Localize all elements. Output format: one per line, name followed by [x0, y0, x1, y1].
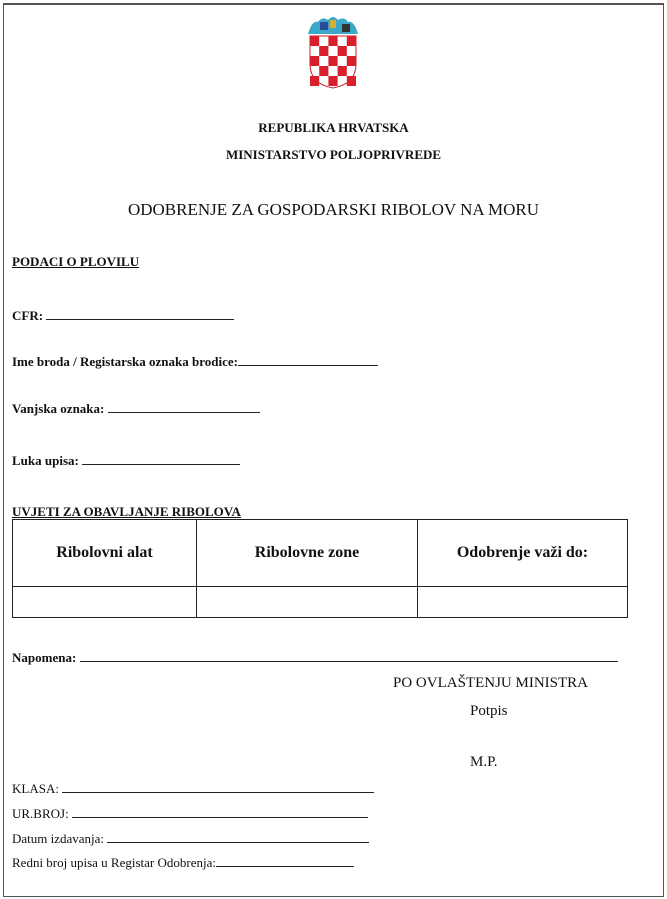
external-mark-field[interactable]: [12, 401, 260, 417]
conditions-section-heading: UVJETI ZA OBAVLJANJE RIBOLOVA: [12, 504, 241, 519]
issue-date-label: Datum izdavanja:: [12, 831, 105, 846]
column-header: Ribolovne zone: [197, 520, 418, 587]
issue-date-field[interactable]: [12, 831, 369, 847]
register-number-field[interactable]: [12, 855, 354, 871]
port-field[interactable]: [12, 453, 240, 469]
document-title: ODOBRENJE ZA GOSPODARSKI RIBOLOV NA MORU: [127, 200, 540, 219]
klasa-label: KLASA:: [12, 781, 59, 796]
vessel-section-heading: PODACI O PLOVILU: [12, 254, 140, 269]
cfr-label: CFR:: [12, 308, 44, 323]
vessel-name-label: Ime broda / Registarska oznaka brodice:: [12, 354, 238, 369]
table-cell[interactable]: [197, 587, 418, 618]
ministry-heading: MINISTARSTVO POLJOPRIVREDE: [225, 147, 442, 162]
table-cell[interactable]: [418, 587, 628, 618]
register-number-label: Redni broj upisa u Registar Odobrenja:: [12, 855, 216, 870]
vessel-name-field[interactable]: [12, 354, 378, 370]
table-row: [13, 587, 628, 618]
urbroj-field[interactable]: [12, 806, 368, 822]
conditions-table: [12, 519, 628, 618]
coat-of-arms-icon: [306, 12, 360, 90]
external-mark-label: Vanjska oznaka:: [12, 401, 105, 416]
column-header: Odobrenje važi do:: [418, 520, 628, 587]
table-cell[interactable]: [13, 587, 197, 618]
authority-label: PO OVLAŠTENJU MINISTRA: [393, 675, 589, 691]
cfr-field[interactable]: [12, 308, 234, 324]
signature-label: Potpis: [470, 703, 508, 719]
port-label: Luka upisa:: [12, 453, 79, 468]
page-border: [3, 3, 664, 897]
note-field[interactable]: [12, 650, 618, 666]
urbroj-label: UR.BROJ:: [12, 806, 69, 821]
table-header-row: [13, 520, 628, 587]
note-label: Napomena:: [12, 650, 77, 665]
country-heading: REPUBLIKA HRVATSKA: [258, 120, 409, 135]
column-header: Ribolovni alat: [13, 520, 197, 587]
stamp-label: M.P.: [470, 754, 498, 770]
klasa-field[interactable]: [12, 781, 374, 797]
